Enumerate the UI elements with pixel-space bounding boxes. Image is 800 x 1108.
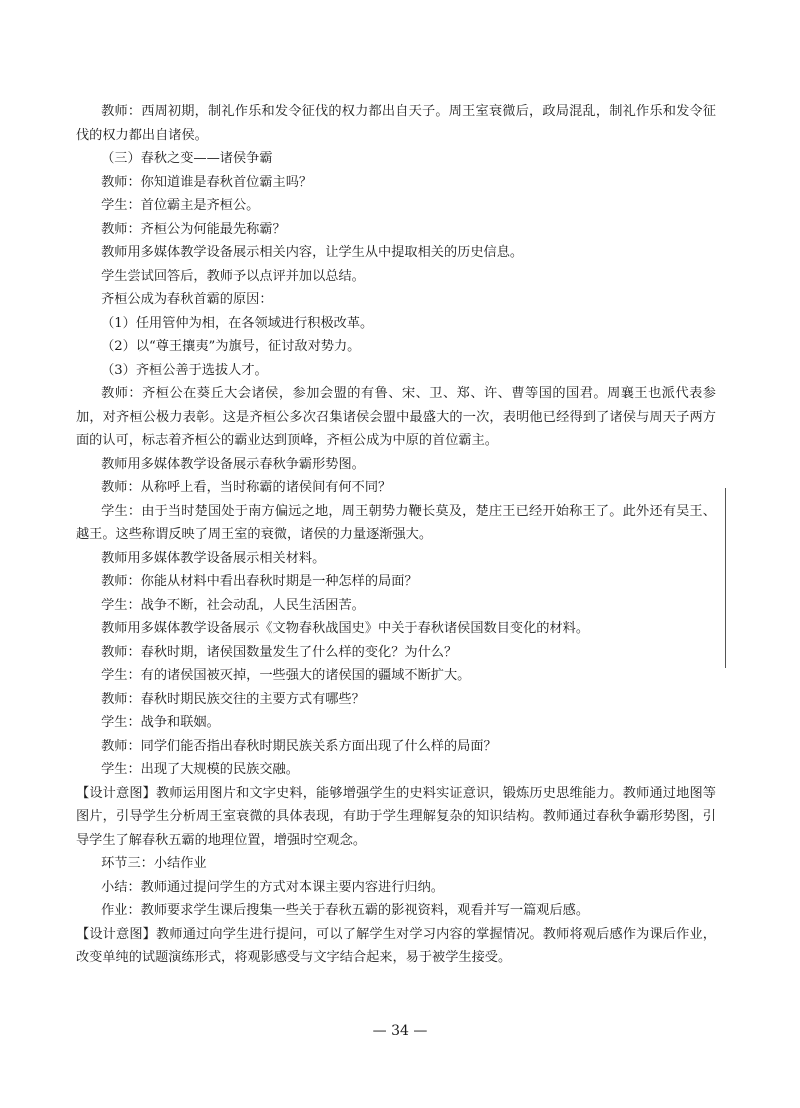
page-number: — 34 — xyxy=(372,1023,428,1039)
paragraph: 教师：齐桓公为何能最先称霸？ xyxy=(101,221,286,237)
paragraph: 教师：你能从材料中看出春秋时期是一种怎样的局面？ xyxy=(101,574,418,589)
paragraph: 教师：春秋时期民族交往的主要方式有哪些？ xyxy=(101,691,365,707)
design-intent-paragraph: 【设计意图】教师运用图片和文字史料，能够增强学生的史料实证意识，锻炼历史思维能力。教师通过地图等图片，引导学生分析周王室衰微的具体表现，有助于学生理解复杂的知识结构。教师通过春秋争霸形势图，引导学生了解春秋五霸的地理位置，增强时空观念。 xyxy=(76,785,716,848)
summary-paragraph: 小结：教师通过提问学生的方式对本课主要内容进行归纳。 xyxy=(101,879,444,895)
list-item: （2）以“尊王攘夷”为旗号，征讨敌对势力。 xyxy=(101,339,361,354)
body-text xyxy=(76,100,716,970)
paragraph: 教师：春秋时期，诸侯国数量发生了什么样的变化？为什么？ xyxy=(101,644,458,660)
paragraph: 学生：出现了大规模的民族交融。 xyxy=(101,762,299,777)
paragraph: 教师：西周初期，制礼作乐和发令征伐的权力都出自天子。周王室衰微后，政局混乱，制礼作乐和发令征伐的权力都出自诸侯。 xyxy=(76,104,716,143)
paragraph: 教师：你知道谁是春秋首位霸主吗？ xyxy=(101,174,313,190)
paragraph: 教师用多媒体教学设备展示《文物春秋战国史》中关于春秋诸侯国数目变化的材料。 xyxy=(101,621,590,636)
section-heading: （三）春秋之变——诸侯争霸 xyxy=(101,151,273,166)
paragraph: 学生：由于当时楚国处于南方偏远之地，周王朝势力鞭长莫及，楚庄王已经开始称王了。此外还有吴王、越王。这些称谓反映了周王室的衰微，诸侯的力量逐渐强大。 xyxy=(76,503,716,542)
homework-paragraph: 作业：教师要求学生课后搜集一些关于春秋五霸的影视资料，观看并写一篇观后感。 xyxy=(101,903,590,918)
list-item: （3）齐桓公善于选拔人才。 xyxy=(101,362,268,378)
margin-scan-line xyxy=(725,488,726,668)
list-item: （1）任用管仲为相，在各领域进行积极改革。 xyxy=(101,315,374,331)
paragraph: 教师用多媒体教学设备展示春秋争霸形势图。 xyxy=(101,456,365,472)
section-heading: 环节三：小结作业 xyxy=(101,856,207,871)
paragraph: 学生：战争不断，社会动乱，人民生活困苦。 xyxy=(101,597,365,613)
paragraph: 学生：有的诸侯国被灭掉，一些强大的诸侯国的疆域不断扩大。 xyxy=(101,668,471,683)
paragraph: 学生：战争和联姻。 xyxy=(101,715,220,730)
paragraph: 教师用多媒体教学设备展示相关内容，让学生从中提取相关的历史信息。 xyxy=(101,245,524,260)
paragraph: 学生尝试回答后，教师予以点评并加以总结。 xyxy=(101,268,365,284)
design-intent-paragraph: 【设计意图】教师通过向学生进行提问，可以了解学生对学习内容的掌握情况。教师将观后感作为课后作业，改变单纯的试题演练形式，将观影感受与文字结合起来，易于被学生接受。 xyxy=(76,926,716,965)
paragraph: 教师：同学们能否指出春秋时期民族关系方面出现了什么样的局面？ xyxy=(101,738,497,754)
paragraph: 教师用多媒体教学设备展示相关材料。 xyxy=(101,550,326,566)
paragraph: 教师：从称呼上看，当时称霸的诸侯间有何不同？ xyxy=(101,480,392,495)
paragraph: 学生：首位霸主是齐桓公。 xyxy=(101,198,260,213)
paragraph: 教师：齐桓公在葵丘大会诸侯，参加会盟的有鲁、宋、卫、郑、许、曹等国的国君。周襄王也派代表参加，对齐桓公极力表彰。这是齐桓公多次召集诸侯会盟中最盛大的一次，表明他已经得到了诸侯与周天子两方面的认可，标志着齐桓公的霸业达到顶峰，齐桓公成为中原的首位霸主。 xyxy=(76,386,716,448)
paragraph: 齐桓公成为春秋首霸的原因： xyxy=(101,292,273,307)
